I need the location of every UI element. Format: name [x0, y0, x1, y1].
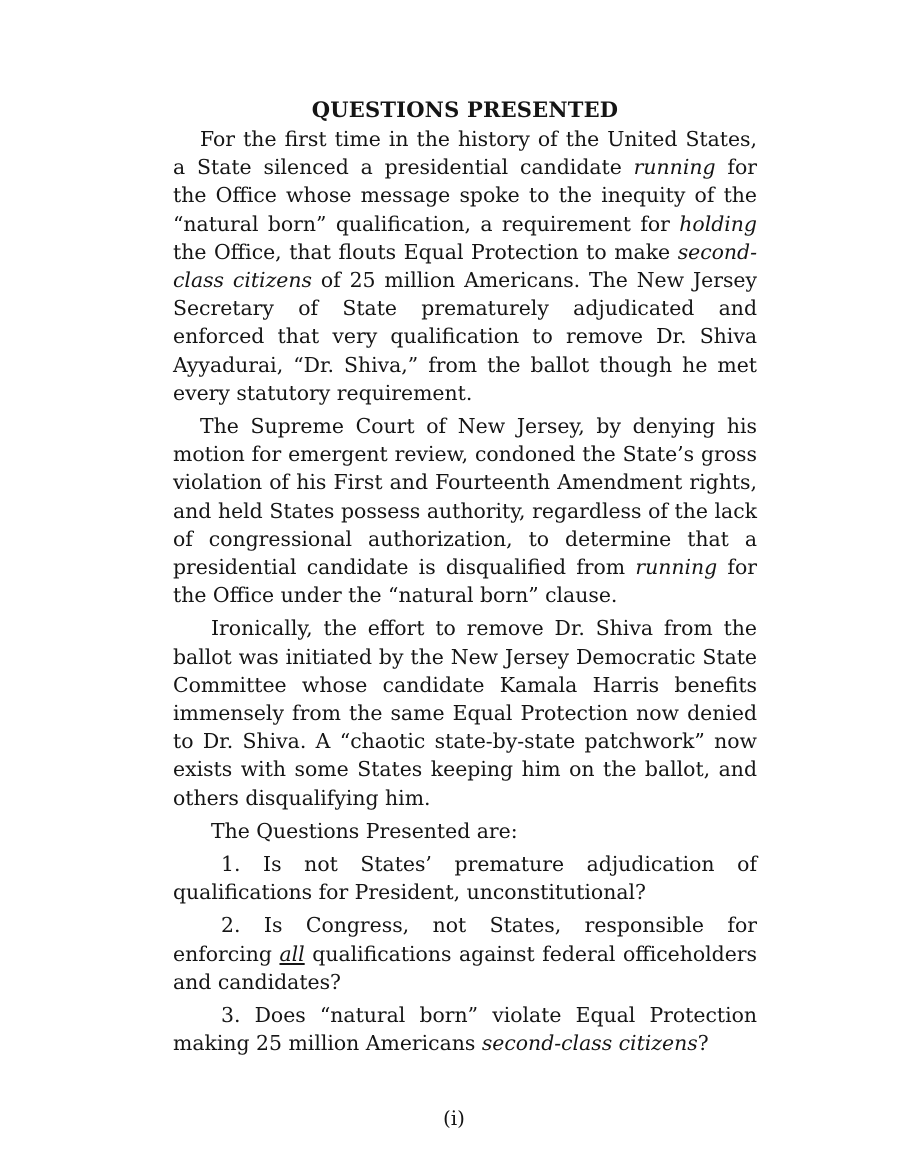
paragraph-1-text-3: the Office, that flouts Equal Protection to make	[173, 239, 678, 264]
question-2	[173, 911, 757, 996]
paragraph-3: Ironically, the effort to remove Dr. Shiva from the ballot was initiated by the New Jersey Democratic State Committee whose candidate Kamala Harris benefits immensely from the same Equal Protection now denied to Dr. Shiva. A “chaotic state-by-state patchwork” now exists with some States keeping him on the ballot, and others disqualifying him.	[173, 616, 757, 810]
question-3-text-1: 3. Does “natural born” violate Equal Protection making 25 million Americans	[173, 1003, 757, 1056]
paragraph-1-text-2: for the Office whose message spoke to the inequity of the “natural born” qualification, a requirement for	[173, 155, 757, 236]
paragraph-2-text-2: for the Office under the “natural born” clause.	[173, 555, 757, 608]
paragraph-2-text-1: The Supreme Court of New Jersey, by denying his motion for emergent review, condoned the State’s gross violation of his First and Fourteenth Amendment rights, and held States possess authority, regardless of the lack of congressional authorization, to determine that a presidential candidate is disqualified from	[173, 414, 757, 580]
question-2-text-2: qualifications against federal officeholders and candidates?	[173, 941, 757, 994]
question-2-text-1: 2. Is Congress, not States, responsible for enforcing	[173, 913, 757, 966]
emphasis-second-class-citizens: second-class citizens	[173, 239, 757, 293]
emphasis-running: running	[633, 155, 716, 180]
page-title: QUESTIONS PRESENTED	[311, 97, 619, 122]
paragraph-1-text-1: For the first time in the history of the United States, a State silenced a presidential candidate	[173, 127, 757, 180]
question-3-text-2: ?	[697, 1031, 709, 1056]
emphasis-all: all	[279, 941, 305, 966]
question-1: 1. Is not States’ premature adjudication of qualifications for President, unconstitutional?	[173, 852, 757, 905]
questions-intro: The Questions Presented are:	[211, 818, 518, 843]
paragraph-2	[173, 412, 757, 609]
paragraph-1-text-4: of 25 million Americans. The New Jersey Secretary of State prematurely adjudicated and enforced that very qualification to remove Dr. Shiva Ayyadurai, “Dr. Shiva,” from the ballot though he met every statutory requirement.	[173, 268, 757, 405]
page-number: (i)	[442, 1106, 465, 1130]
emphasis-holding: holding	[679, 211, 757, 236]
emphasis-second-class-citizens-2: second-class citizens	[481, 1031, 698, 1056]
question-3	[173, 1001, 757, 1057]
document-page	[173, 96, 757, 1063]
paragraph-1	[173, 125, 757, 407]
emphasis-running-2: running	[635, 555, 718, 580]
